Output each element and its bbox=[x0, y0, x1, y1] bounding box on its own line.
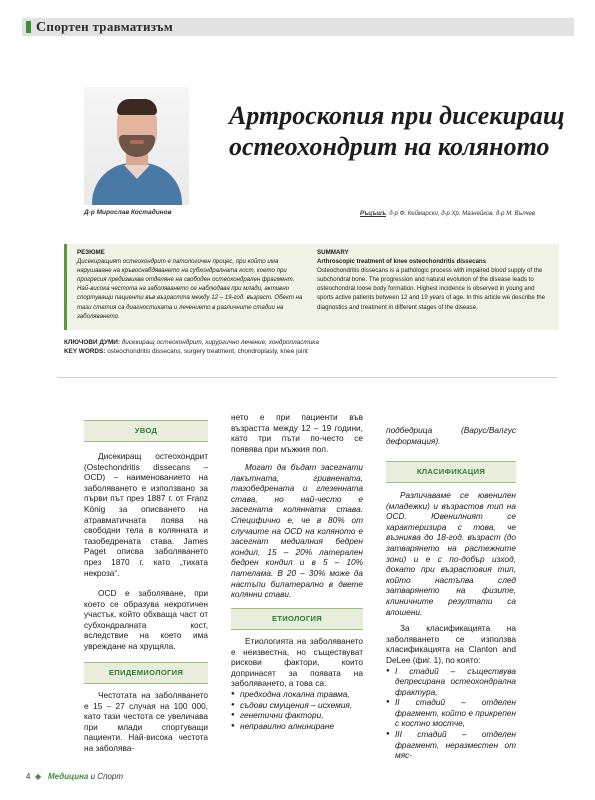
keywords-bg-label: КЛЮЧОВИ ДУМИ: bbox=[64, 339, 120, 346]
paragraph: Различаваме се ювенилен (младежки) и възрастов тип на OCD. Ювенилният се характеризира с това, че възниква до 18-год. възраст (до затварянето на растежните зони) и е с по-добър изход, докато при възрастовия тип, който настъпва след затварянето на физите, клиничните резултати са влошени. bbox=[386, 490, 516, 617]
list-item: ● I стадий – съществува депресирана остеохондрална фрактура, bbox=[386, 666, 516, 698]
keywords-bg bbox=[64, 338, 556, 347]
paragraph: За класификацията на заболяването се използва класификацията на Clanton and DeLee (фиг. 1), по която: bbox=[386, 623, 516, 665]
divider bbox=[57, 377, 557, 378]
journal-name bbox=[48, 772, 123, 781]
keywords-bg-text: дисекиращ остеохондрит, хирургично лечение, хондропластика bbox=[120, 339, 319, 346]
article-title bbox=[229, 100, 574, 162]
abstract-en bbox=[317, 248, 551, 312]
abstract-bg-heading: РЕЗЮМЕ bbox=[77, 249, 105, 256]
paragraph: Честотата на заболяването е 15 – 27 случая на 100 000, като тази честота се увеличава при млади спортуващи пациенти. Най-висока честота на заболява- bbox=[84, 690, 208, 753]
abstract-en-heading: SUMMARY bbox=[317, 249, 349, 256]
section-header-accent bbox=[26, 21, 31, 33]
diamond-icon: ◆ bbox=[35, 772, 42, 781]
authors-label: Ръцъшъ bbox=[360, 211, 386, 217]
paragraph: Етиологията на заболяването е неизвестна, но съществуват рискови фактори, които допринасят за появата на заболяването, а това са: bbox=[231, 636, 363, 689]
column-1-intro-2 bbox=[84, 588, 208, 652]
list-item: ● неправилно алниниране bbox=[231, 721, 363, 732]
photo-caption: Д-р Мирослав Костадинов bbox=[84, 209, 172, 216]
section-heading-epidemiology: ЕПИДЕМИОЛОГИЯ bbox=[84, 662, 208, 684]
journal-name-a: Медицина bbox=[48, 772, 89, 781]
abstract-en-subtitle: Arthroscopic treatment of knee osteochondritis dissecans bbox=[317, 258, 486, 266]
paragraph: подбедрица (Варус/Валгус деформация). bbox=[386, 425, 516, 446]
abstract-bg bbox=[77, 248, 307, 321]
section-heading-intro: УВОД bbox=[84, 420, 208, 442]
authors-names: : д-р Ф. Кеймарски, д-р Хр. Мазнейков, д-р М. Вълчев bbox=[385, 211, 536, 217]
paragraph: Могат да бъдат засегнати лакътната, гривнената, тазобедрената и глезенната става, но най-често е засегната колянната става. Специфично е, че в 80% от случаите на OCD на коляното е засегнат медиалния бедрен кондил, 15 – 20% латерален бедрен кондил и в 5 – 10% пателама. В 20 – 30% може да настъпи билатерално в двете колянни стави. bbox=[231, 462, 363, 600]
paragraph: Дисекиращ остеохондрит (Ostechondritis dissecans – OCD) – наименованието на заболяването е използвано за първи път през 1887 г. от Franz König за описването на атравматичната поява на свободни тела в колянната и тазобедрената става. James Paget описва заболяването през 1870 г. като „тихата некроза“. bbox=[84, 451, 208, 578]
column-3-classification bbox=[386, 490, 516, 761]
list-item: ● съдови смущения – исхемия, bbox=[231, 700, 363, 711]
article-title-line-1: Артроскопия при дисекиращ bbox=[229, 101, 565, 130]
abstract-en-text: Osteochondritis dissecans is a pathologic process with impaired blood supply of the subchondral bone. The progression and natural evolution of the disease leads to osteochondral loose body formation. Highest incidence is observed in young and sports active patients between 12 and 19 years of age. In this article we describe the diagnostics and treatment in different stages of the disease. bbox=[317, 267, 545, 311]
column-1-intro bbox=[84, 451, 208, 578]
authors-line bbox=[360, 211, 535, 217]
risk-factor-list bbox=[231, 689, 363, 731]
column-2-etiology bbox=[231, 636, 363, 731]
column-1-epidemiology bbox=[84, 690, 208, 754]
section-heading-etiology: ЕТИОЛОГИЯ bbox=[231, 608, 363, 630]
abstract-bg-text: Дисекиращият остеохондрит е патологичен процес, при който има нарушаване на кръвоснабдяването на субхондралната кост, което при прогресия предизвиква отделяне на свободен остеохондрален фрагмент. Най-висока честота на заболяването се наблюдава при млади, активно спортуващи пациенти във възрастта между 12 – 19-год. възраст. Обект на тази статия са диагностиката и лечението в различните стадии на заболяването. bbox=[77, 258, 303, 320]
journal-name-b: и Спорт bbox=[88, 772, 124, 781]
abstract-box bbox=[64, 244, 559, 330]
paragraph: нето е при пациенти във възрастта между 12 – 19 години, като три пъти по-често се появява при мъжкия пол. bbox=[231, 412, 363, 454]
list-item: ● III стадий – отделен фрагмент, неразместен от мяс- bbox=[386, 729, 516, 761]
keywords-en-label: KEY WORDS: bbox=[64, 348, 106, 355]
column-3-top bbox=[386, 425, 516, 446]
list-item: ● генетични фактори, bbox=[231, 710, 363, 721]
column-2-mid bbox=[231, 462, 363, 600]
list-item: ● II стадий – отделен фрагмент, който е прикрепен с костно мостче, bbox=[386, 697, 516, 729]
article-title-line-2: остеохондрит на коляното bbox=[229, 132, 550, 161]
section-header-title: Спортен травматизъм bbox=[36, 19, 174, 35]
column-2-top bbox=[231, 412, 363, 454]
keywords-en bbox=[64, 347, 556, 356]
page-number: 4 bbox=[26, 772, 31, 781]
author-photo bbox=[84, 87, 189, 205]
section-heading-classification: КЛАСИФИКАЦИЯ bbox=[386, 461, 516, 483]
keywords-en-text: osteochondritis dissecans, surgery treatment, chondroplasty, knee joint bbox=[105, 348, 308, 355]
list-item: ● предходна локална травма, bbox=[231, 689, 363, 700]
paragraph: OCD е заболяване, при което се образува некротичен участък, който обхваща част от субхондралната кост, вследствие на което има увреждане на хрущяла. bbox=[84, 588, 208, 651]
stage-list bbox=[386, 666, 516, 761]
